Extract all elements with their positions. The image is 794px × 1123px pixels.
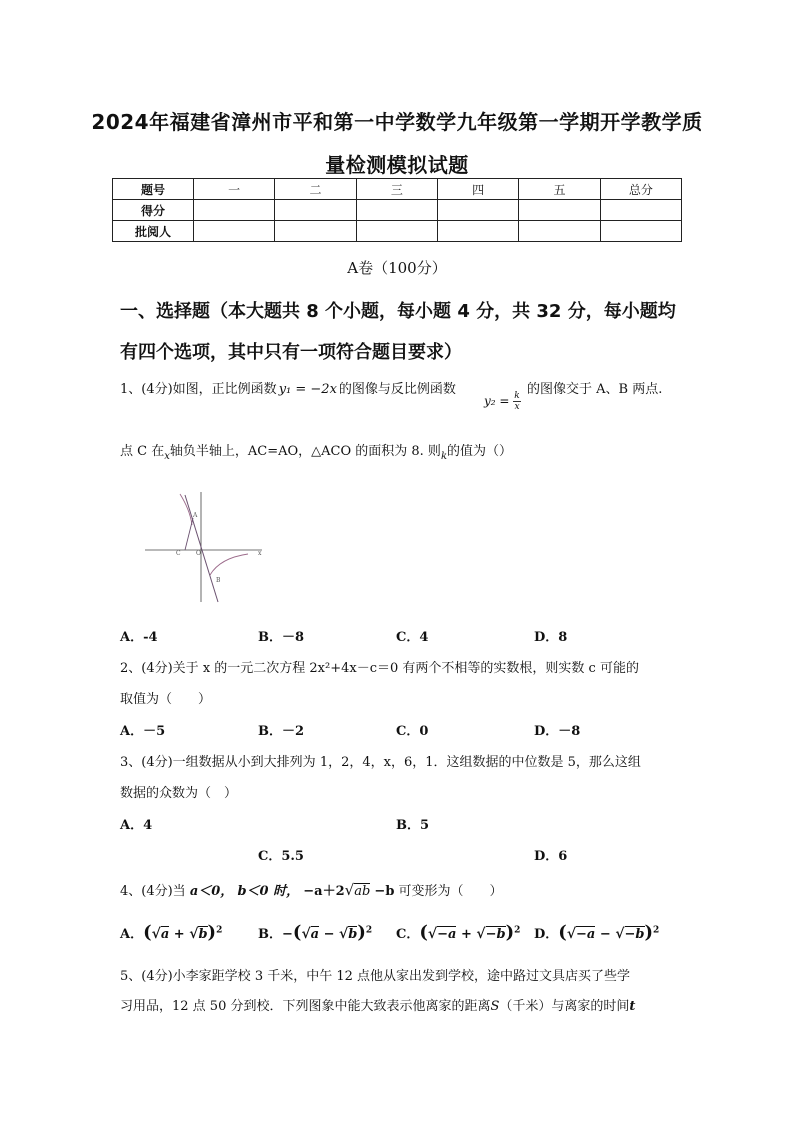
- q2-option-a[interactable]: A．－5: [120, 724, 166, 739]
- q1-line2-c: 的值为（）: [447, 444, 513, 459]
- q1-line2-x: x: [164, 451, 170, 462]
- q4-a-condition: a＜0，: [189, 884, 234, 899]
- q4-option-c-op: +: [460, 927, 472, 942]
- score-cell[interactable]: [519, 221, 600, 242]
- score-table-header: 二: [275, 179, 356, 200]
- q1-graph-label-c: C: [176, 550, 181, 557]
- q1-line2-b: 轴负半轴上，AC=AO，△ACO 的面积为 8. 则: [169, 444, 441, 459]
- q4-option-a-op: +: [173, 927, 185, 942]
- q4-text-b: 可变形为（ ）: [398, 884, 503, 899]
- score-cell[interactable]: [194, 200, 275, 221]
- q5-var-s: S: [490, 999, 500, 1014]
- q4-option-d-op: −: [599, 927, 611, 942]
- score-table-row: [113, 200, 682, 221]
- section-a-heading: A卷（100分）: [347, 259, 447, 277]
- q3-line1: 3、(4分)一组数据从小到大排列为 1，2，4，x，6，1．这组数据的中位数是 5，那么这组: [120, 755, 641, 770]
- q1-formula2-num: k: [514, 391, 520, 401]
- q1-formula2-den: x: [514, 402, 520, 412]
- score-table-header-row: [113, 179, 682, 200]
- q1-option-a[interactable]: A．-4: [120, 630, 158, 645]
- score-table-header: 四: [437, 179, 518, 200]
- q3-option-b[interactable]: B．5: [396, 818, 430, 833]
- q4-option-a[interactable]: A．$(√a + √b)^2$: [120, 922, 223, 943]
- q3-line2: 数据的众数为（ ）: [120, 786, 238, 801]
- score-table-header: 三: [356, 179, 437, 200]
- score-cell[interactable]: [519, 200, 600, 221]
- score-cell[interactable]: [194, 221, 275, 242]
- q1-formula2-lhs: y₂ =: [484, 394, 510, 408]
- score-cell[interactable]: [356, 221, 437, 242]
- q1-text-b: 的图像与反比例函数: [338, 382, 456, 397]
- q4-option-c[interactable]: C．$(√-a + √-b)^2$: [396, 922, 521, 943]
- q5-var-t: t: [629, 999, 636, 1014]
- q4-option-c-r1: −a: [437, 927, 457, 942]
- q3-option-a[interactable]: A．4: [120, 818, 153, 833]
- q3-option-d[interactable]: D．6: [534, 849, 568, 864]
- q4-option-b-r2: b: [348, 927, 358, 942]
- q4-option-b-label: B．: [258, 927, 282, 942]
- q4-option-d[interactable]: D．$(√-a - √-b)^2$: [534, 922, 660, 943]
- q1-graph: [140, 490, 270, 610]
- q4-option-b-sign: −: [282, 927, 293, 942]
- score-table-header: 总分: [600, 179, 681, 200]
- q1-option-d[interactable]: D．8: [534, 630, 568, 645]
- q4-option-a-r1: a: [160, 927, 170, 942]
- q4-expr-radicand: ab: [354, 884, 371, 899]
- q4-option-b-exp: 2: [365, 925, 373, 936]
- q1-formula2: [484, 391, 521, 412]
- q4-option-a-label: A．: [120, 927, 144, 942]
- q1-text-c: 的图像交于 A、B 两点.: [527, 382, 663, 397]
- q1-graph-line-y1: [185, 495, 218, 602]
- q1-text-a: 1、(4分)如图，正比例函数: [120, 382, 277, 397]
- q4-option-d-label: D．: [534, 927, 559, 942]
- q5-line2-b: （千米）与离家的时间: [499, 999, 630, 1014]
- exam-title-line2: 量检测模拟试题: [325, 153, 469, 177]
- q4-option-c-label: C．: [396, 927, 420, 942]
- q2-line2: 取值为（ ）: [120, 692, 212, 707]
- q4-option-b[interactable]: B．$-(√a - √b)^2$: [258, 922, 373, 943]
- q1-formula1: y₁ = −2x: [278, 382, 337, 397]
- q2-line1: 2、(4分)关于 x 的一元二次方程 2x²+4x－c＝0 有两个不相等的实数根，则实数 c 可能的: [120, 661, 639, 676]
- q1-graph-label-a: A: [193, 512, 198, 519]
- q4-text-a: 4、(4分)当: [120, 884, 186, 899]
- score-table-header: 一: [194, 179, 275, 200]
- score-table-header: 五: [519, 179, 600, 200]
- q4-expr-b: −b: [374, 884, 395, 899]
- q2-option-d[interactable]: D．－8: [534, 724, 581, 739]
- q1-line2: [120, 440, 512, 462]
- score-row-label: 批阅人: [113, 221, 194, 242]
- score-cell[interactable]: [437, 200, 518, 221]
- score-cell[interactable]: [600, 221, 681, 242]
- score-cell[interactable]: [600, 200, 681, 221]
- part1-heading-line2: 有四个选项，其中只有一项符合题目要求）: [120, 342, 462, 363]
- q4-expr-a: −a＋2: [303, 884, 345, 899]
- score-cell[interactable]: [437, 221, 518, 242]
- q1-graph-label-x: x: [258, 550, 262, 557]
- score-table: [112, 178, 682, 242]
- q4-option-c-exp: 2: [514, 925, 521, 936]
- q5-line2: [120, 995, 635, 1014]
- q3-option-c[interactable]: C．5.5: [258, 849, 304, 864]
- q1-graph-label-o: O: [196, 550, 201, 557]
- q1-graph-label-b: B: [216, 577, 221, 584]
- score-row-label: 得分: [113, 200, 194, 221]
- q1-line2-a: 点 C 在: [120, 444, 165, 459]
- score-cell[interactable]: [356, 200, 437, 221]
- q2-option-b[interactable]: B．－2: [258, 724, 305, 739]
- q1-formula2-fraction: [513, 391, 520, 412]
- q4-option-c-r2: −b: [485, 927, 506, 942]
- q4-option-a-r2: b: [198, 927, 208, 942]
- score-cell[interactable]: [275, 200, 356, 221]
- q4-option-d-r1: −a: [576, 927, 596, 942]
- q1-line2-k: k: [440, 451, 447, 462]
- q4-line1: 4、(4分)当 a＜0， b＜0 时， −a＋2√ab −b 可变形为（ ）: [120, 881, 503, 899]
- score-table-header: 题号: [113, 179, 194, 200]
- q4-b-condition: b＜0 时，: [237, 884, 300, 899]
- q4-option-d-exp: 2: [653, 925, 660, 936]
- q1-line1: [120, 378, 456, 397]
- q1-option-b[interactable]: B．－8: [258, 630, 305, 645]
- q1-option-c[interactable]: C．4: [396, 630, 429, 645]
- q5-line1: 5、(4分)小李家距学校 3 千米，中午 12 点他从家出发到学校，途中路过文具店买了些学: [120, 969, 631, 984]
- part1-heading-line1: 一、选择题（本大题共 8 个小题，每小题 4 分，共 32 分，每小题均: [120, 301, 676, 322]
- exam-title-line1: 2024年福建省漳州市平和第一中学数学九年级第一学期开学教学质: [91, 110, 703, 134]
- q1-graph-hyperbola-lower: [210, 554, 248, 575]
- score-table-row: [113, 221, 682, 242]
- q1-graph-segment-ac: [185, 518, 193, 550]
- q4-option-a-exp: 2: [216, 925, 223, 936]
- score-cell[interactable]: [275, 221, 356, 242]
- q4-option-b-r1: a: [310, 927, 320, 942]
- q5-line2-a: 习用品，12 点 50 分到校．下列图象中能大致表示他离家的距离: [120, 999, 491, 1014]
- q4-option-d-r2: −b: [624, 927, 645, 942]
- q4-option-b-op: −: [323, 927, 335, 942]
- q2-option-c[interactable]: C．0: [396, 724, 429, 739]
